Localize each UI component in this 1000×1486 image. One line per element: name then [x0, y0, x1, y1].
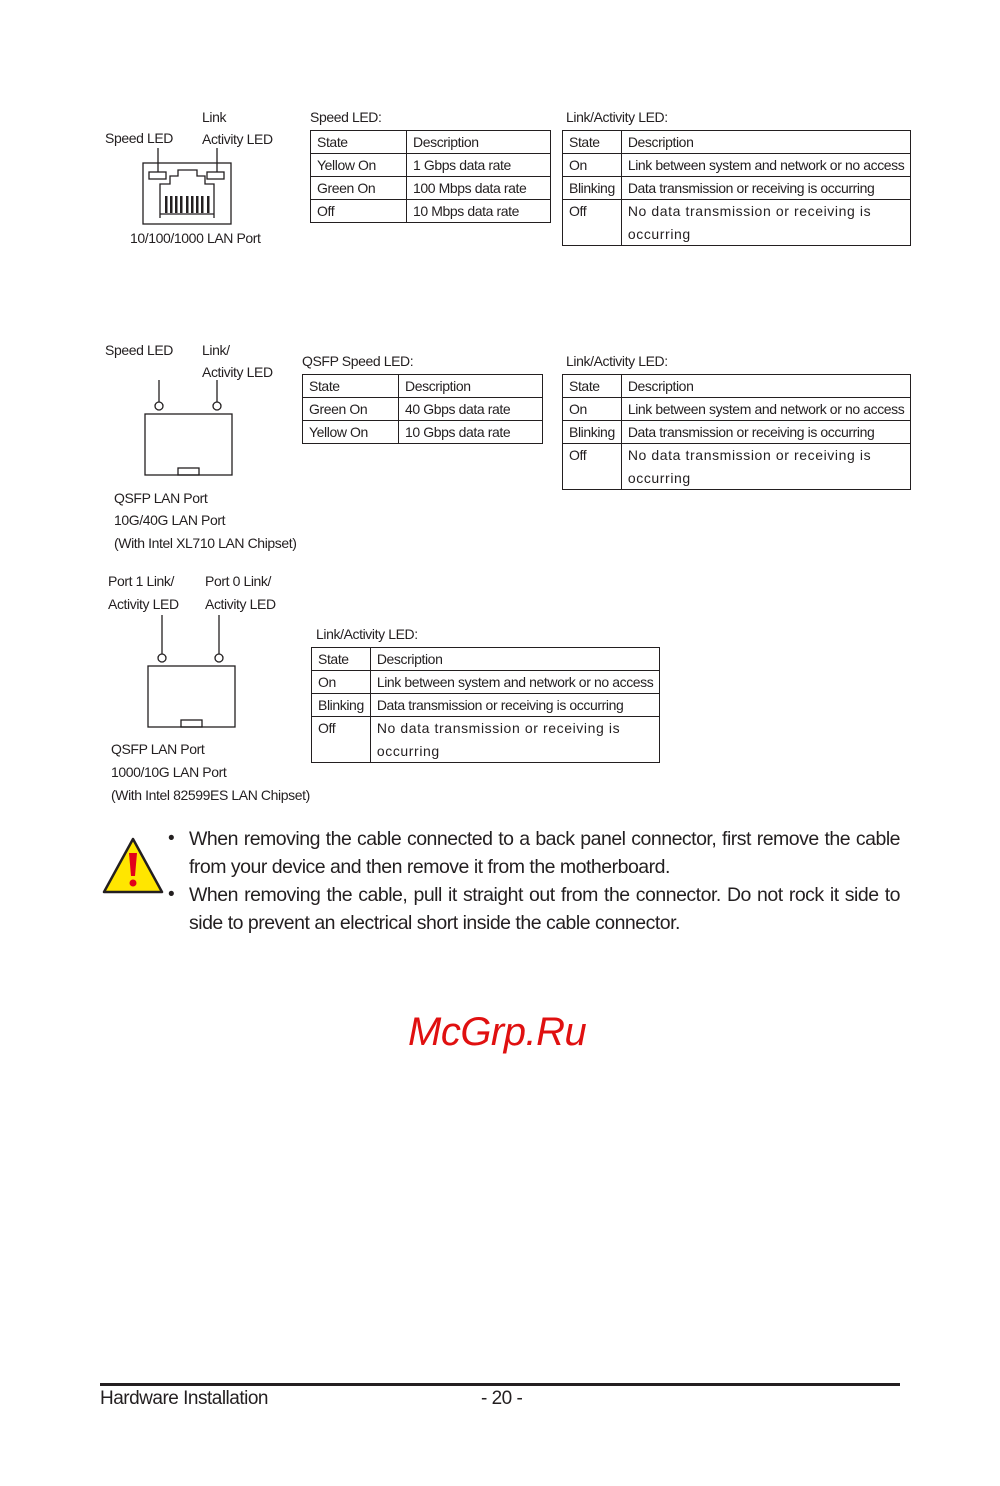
table-row — [563, 177, 911, 200]
state-cell: Off — [312, 717, 371, 763]
lan-port-caption: 10/100/1000 LAN Port — [130, 230, 261, 246]
description-cell: 10 Mbps data rate — [407, 200, 551, 223]
warning-bullet-1: When removing the cable connected to a back panel connector, first remove the cable from your device and then remove it from the motherboard. — [189, 828, 900, 878]
description-cell: Description — [399, 375, 543, 398]
speed-led-title: Speed LED: — [310, 109, 382, 125]
state-cell: On — [563, 154, 622, 177]
state-cell: State — [312, 648, 371, 671]
state-cell: State — [303, 375, 399, 398]
description-cell: Data transmission or receiving is occurring — [370, 694, 660, 717]
table-header — [563, 375, 911, 398]
description-cell: Data transmission or receiving is occurring — [621, 421, 911, 444]
description-cell: Data transmission or receiving is occurring — [621, 177, 911, 200]
state-cell: On — [563, 398, 622, 421]
link-label: Link — [202, 109, 227, 125]
description-cell: Link between system and network or no access — [621, 398, 911, 421]
link-activity-title: Link/Activity LED: — [566, 109, 668, 125]
link-activity-table — [562, 130, 911, 246]
description-cell: 10 Gbps data rate — [399, 421, 543, 444]
table-row — [563, 444, 911, 490]
state-cell: Blinking — [563, 177, 622, 200]
table-row — [311, 154, 551, 177]
state-cell: State — [563, 375, 622, 398]
description-cell: No data transmission or receiving is occurring — [621, 200, 911, 246]
table-row — [563, 154, 911, 177]
warning-bullet-2: When removing the cable, pull it straight out from the connector. Do not rock it side to side to prevent an electrical short inside the cable connector. — [189, 884, 900, 934]
warning-triangle-icon — [101, 836, 165, 896]
link-activity-title: Link/Activity LED: — [566, 353, 668, 369]
warning-item — [168, 881, 900, 937]
table-row — [311, 200, 551, 223]
qsfp-port-icon — [0, 0, 300, 820]
description-cell: Description — [407, 131, 551, 154]
description-cell: 40 Gbps data rate — [399, 398, 543, 421]
state-cell: Off — [563, 444, 622, 490]
table-row — [563, 421, 911, 444]
port1-activity-label: Activity LED — [108, 596, 179, 612]
activity-led-label: Activity LED — [202, 364, 273, 380]
state-cell: Blinking — [563, 421, 622, 444]
state-cell: On — [312, 671, 371, 694]
table-row — [312, 717, 660, 763]
activity-led-label: Activity LED — [202, 131, 273, 147]
table-row — [311, 177, 551, 200]
table-row — [312, 671, 660, 694]
port0-activity-label: Activity LED — [205, 596, 276, 612]
state-cell: Yellow On — [303, 421, 399, 444]
qsfp-speed-led-table — [302, 374, 543, 444]
warning-list — [168, 825, 900, 937]
page-number: - 20 - — [481, 1388, 523, 1409]
link-label: Link/ — [202, 342, 230, 358]
state-cell: Off — [563, 200, 622, 246]
state-cell: State — [311, 131, 407, 154]
qsfp-speed-led-title: QSFP Speed LED: — [302, 353, 414, 369]
description-cell: 1 Gbps data rate — [407, 154, 551, 177]
table-row — [303, 421, 543, 444]
footer-section: Hardware Installation — [100, 1388, 268, 1409]
description-cell: 100 Mbps data rate — [407, 177, 551, 200]
qsfp-caption-1: QSFP LAN Port — [111, 741, 205, 757]
speed-led-label: Speed LED — [105, 130, 174, 146]
description-cell: Link between system and network or no access — [621, 154, 911, 177]
state-cell: Blinking — [312, 694, 371, 717]
qsfp-caption-2: 1000/10G LAN Port — [111, 764, 227, 780]
state-cell: Off — [311, 200, 407, 223]
qsfp-caption-3: (With Intel XL710 LAN Chipset) — [114, 535, 297, 551]
table-header — [303, 375, 543, 398]
qsfp-caption-1: QSFP LAN Port — [114, 490, 208, 506]
state-cell: Green On — [311, 177, 407, 200]
speed-led-table — [310, 130, 551, 223]
link-activity-table — [562, 374, 911, 490]
table-row — [563, 398, 911, 421]
description-cell: Description — [370, 648, 660, 671]
table-header — [563, 131, 911, 154]
table-row — [563, 200, 911, 246]
qsfp-caption-3: (With Intel 82599ES LAN Chipset) — [111, 787, 310, 803]
table-header — [312, 648, 660, 671]
description-cell: Description — [621, 131, 911, 154]
state-cell: Green On — [303, 398, 399, 421]
qsfp-caption-2: 10G/40G LAN Port — [114, 512, 226, 528]
state-cell: Yellow On — [311, 154, 407, 177]
speed-led-label: Speed LED — [105, 342, 174, 358]
link-activity-table — [311, 647, 660, 763]
table-row — [312, 694, 660, 717]
watermark: McGrp.Ru — [408, 1010, 587, 1054]
bullet: • — [168, 828, 175, 849]
state-cell: State — [563, 131, 622, 154]
port1-label: Port 1 Link/ — [108, 573, 175, 589]
port0-label: Port 0 Link/ — [205, 573, 272, 589]
table-header — [311, 131, 551, 154]
description-cell: No data transmission or receiving is occurring — [370, 717, 660, 763]
description-cell: Link between system and network or no access — [370, 671, 660, 694]
footer-divider — [100, 1383, 900, 1386]
link-activity-title: Link/Activity LED: — [316, 626, 418, 642]
description-cell: Description — [621, 375, 911, 398]
bullet: • — [168, 884, 175, 905]
warning-item — [168, 825, 900, 881]
description-cell: No data transmission or receiving is occurring — [621, 444, 911, 490]
table-row — [303, 398, 543, 421]
